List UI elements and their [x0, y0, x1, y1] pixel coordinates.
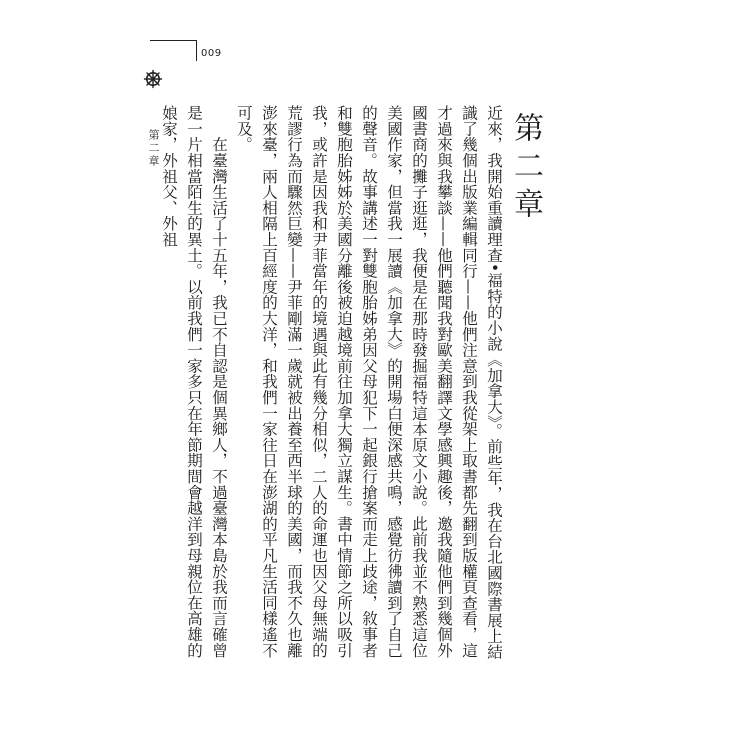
page-number: 009	[201, 48, 222, 59]
body-text	[156, 105, 506, 665]
page-number-bracket	[150, 40, 197, 61]
dharma-wheel-icon	[143, 69, 163, 89]
chapter-title: 第二章	[508, 112, 543, 226]
paragraph-2: 在臺灣生活了十五年，我已不自認是個異鄉人，不過臺灣本島於我而言確曾是一片相當陌生的異土。以前我們一家多只在年節期間會越洋到母親位在高雄的娘家，外祖父、外祖	[160, 105, 228, 658]
running-head: 第二章	[147, 129, 160, 168]
paragraph-1: 近來，我開始重讀理查•福特的小說《加拿大》。前些年，我在台北國際書展上結識了幾個出版業編輯同行——他們注意到我從架上取書都先翻到版權頁查看，這才過來與我攀談——他們聽聞我對歐美翻譯文學感興趣後，邀我隨他們到幾個外國書商的攤子逛逛，我便是在那時發掘福特這本原文小說。此前我並不熟悉這位美國作家，但當我一展讀《加拿大》的開場白便深感共鳴，感覺彷彿讀到了自己的聲音。故事講述一對雙胞胎姊弟因父母犯下一起銀行搶案而走上歧途，敘事者和雙胞胎姊姊於美國分離後被迫越境前往加拿大獨立謀生。書中情節之所以吸引我，或許是因我和尹菲當年的境遇與此有幾分相似，二人的命運也因父母無端的荒謬行為而驟然巨變——尹菲剛滿一歲就被出養至西半球的美國，而我不久也離澎來臺，兩人相隔上百經度的大洋，和我們一家往日在澎湖的平凡生活同樣遙不可及。	[235, 105, 503, 660]
